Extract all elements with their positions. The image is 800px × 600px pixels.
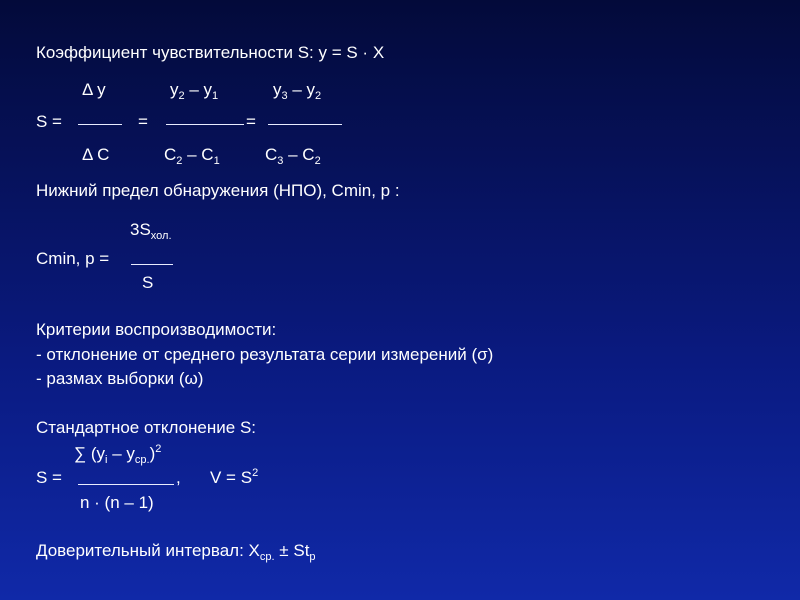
sensitivity-denominator-delta: Δ C — [82, 145, 110, 164]
fraction-bar — [78, 484, 174, 485]
std-denominator: n · (n – 1) — [80, 493, 154, 512]
sensitivity-title: Коэффициент чувствительности S: y = S · X — [36, 43, 385, 62]
repro-title: Критерии воспроизводимости: — [36, 320, 277, 339]
lod-denominator: S — [142, 273, 154, 292]
fraction-bar — [166, 124, 244, 125]
sensitivity-denominator-3: $C_3 - C_2$ — [265, 145, 321, 167]
sensitivity-numerator-delta: Δ y — [82, 80, 106, 99]
sensitivity-numerator-2: $y_2 - y_1$ — [170, 80, 219, 102]
std-numerator: ∑ $(y_i - y_{ср.})^2$ — [74, 443, 162, 466]
std-lhs: S = — [36, 468, 62, 487]
variance-formula: $V = S^2$ — [210, 467, 259, 487]
fraction-bar — [268, 124, 342, 125]
equals-sign: = — [246, 112, 256, 131]
lod-lhs: Cmin, p = — [36, 249, 110, 268]
fraction-bar — [78, 124, 122, 125]
repro-item: - размах выборки (ω) — [36, 369, 204, 388]
std-title: Стандартное отклонение S: — [36, 418, 257, 437]
repro-item: - отклонение от среднего результата серии измерений (σ) — [36, 345, 494, 364]
equals-sign: = — [138, 112, 148, 131]
sensitivity-denominator-2: $C_2 - C_1$ — [164, 145, 220, 167]
std-comma: , — [176, 468, 181, 487]
lod-title: Нижний предел обнаружения (НПО), Cmin, p : — [36, 181, 400, 200]
lod-numerator: $3S_{хол.}$ — [130, 220, 172, 242]
confidence-interval: Доверительный интервал: $X_{ср.} \pm St_p$ — [36, 541, 316, 563]
fraction-bar — [131, 264, 173, 265]
sensitivity-lhs: S = — [36, 112, 62, 131]
sensitivity-numerator-3: $y_3 - y_2$ — [273, 80, 322, 102]
